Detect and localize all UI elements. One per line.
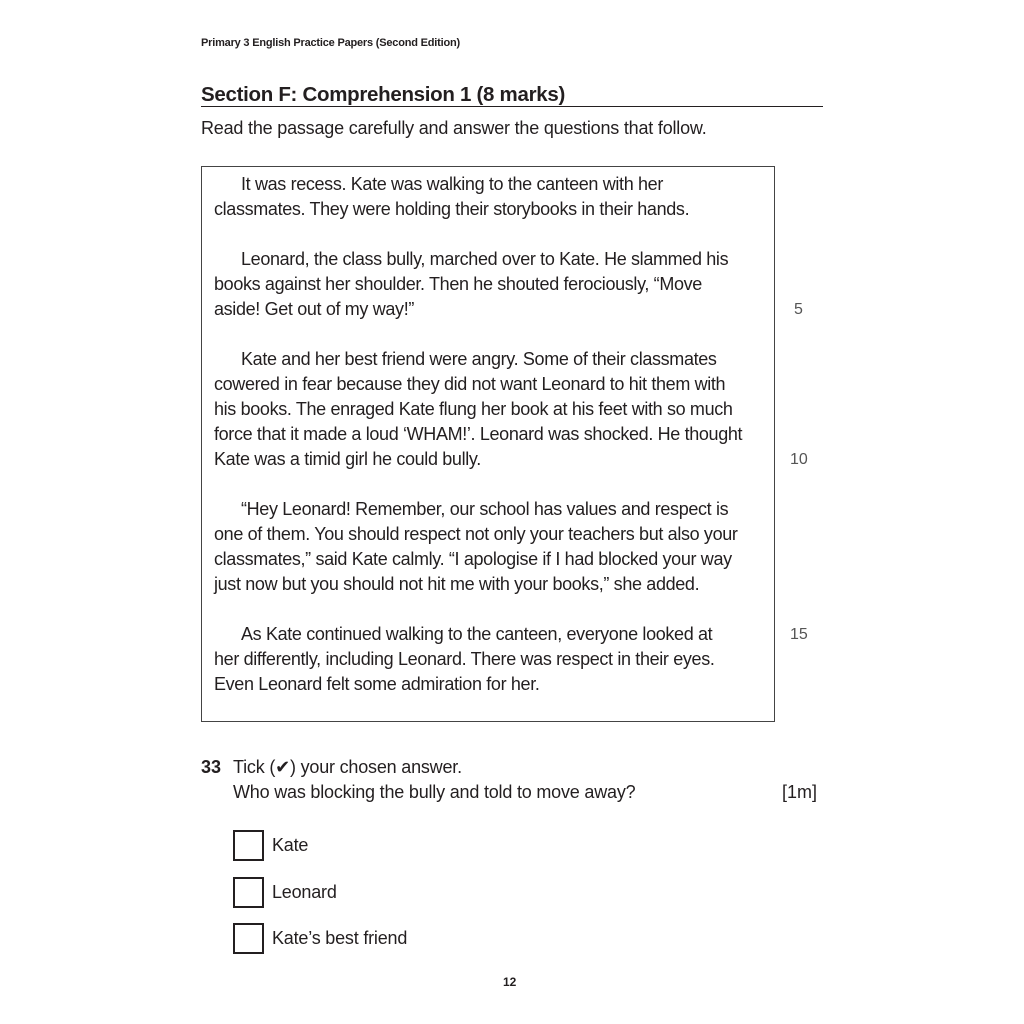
line-number-10: 10 bbox=[790, 451, 808, 468]
line-number-5: 5 bbox=[794, 301, 803, 318]
passage-line: his books. The enraged Kate flung her book at his feet with so much bbox=[214, 399, 733, 419]
question-marks: [1m] bbox=[782, 782, 818, 802]
question-prompt: Who was blocking the bully and told to move away? bbox=[233, 782, 636, 802]
passage-line: Even Leonard felt some admiration for her. bbox=[214, 674, 540, 694]
passage-line: Kate was a timid girl he could bully. bbox=[214, 449, 481, 469]
line-number-15: 15 bbox=[790, 626, 808, 643]
passage-line: force that it made a loud ‘WHAM!’. Leonard was shocked. He thought bbox=[214, 424, 743, 444]
passage-line: “Hey Leonard! Remember, our school has values and respect is bbox=[241, 499, 729, 519]
passage-line: just now but you should not hit me with your books,” she added. bbox=[214, 574, 700, 594]
passage-line: As Kate continued walking to the canteen, everyone looked at bbox=[241, 624, 713, 644]
passage-line: Leonard, the class bully, marched over to Kate. He slammed his bbox=[241, 249, 729, 269]
title-underline bbox=[201, 106, 823, 107]
option-label-kate: Kate bbox=[272, 835, 309, 855]
option-label-leonard: Leonard bbox=[272, 882, 337, 902]
passage-line: cowered in fear because they did not want Leonard to hit them with bbox=[214, 374, 726, 394]
option-checkbox-kate[interactable] bbox=[233, 830, 264, 861]
section-title: Section F: Comprehension 1 (8 marks) bbox=[201, 83, 565, 106]
passage-line: classmates,” said Kate calmly. “I apologise if I had blocked your way bbox=[214, 549, 732, 569]
passage-line: It was recess. Kate was walking to the canteen with her bbox=[241, 174, 663, 194]
option-checkbox-leonard[interactable] bbox=[233, 877, 264, 908]
running-head: Primary 3 English Practice Papers (Second Edition) bbox=[201, 37, 460, 49]
passage-line: one of them. You should respect not only your teachers but also your bbox=[214, 524, 738, 544]
passage-line: classmates. They were holding their storybooks in their hands. bbox=[214, 199, 690, 219]
passage-line: Kate and her best friend were angry. Some of their classmates bbox=[241, 349, 717, 369]
question-instruction: Tick (✔) your chosen answer. bbox=[233, 757, 462, 777]
section-instruction: Read the passage carefully and answer the questions that follow. bbox=[201, 118, 707, 138]
option-label-kates-best-friend: Kate’s best friend bbox=[272, 928, 408, 948]
page-number: 12 bbox=[503, 975, 517, 989]
option-checkbox-kates-best-friend[interactable] bbox=[233, 923, 264, 954]
question-number: 33 bbox=[201, 757, 222, 777]
passage-line: her differently, including Leonard. There was respect in their eyes. bbox=[214, 649, 715, 669]
passage-line: aside! Get out of my way!” bbox=[214, 299, 414, 319]
passage-line: books against her shoulder. Then he shouted ferociously, “Move bbox=[214, 274, 702, 294]
